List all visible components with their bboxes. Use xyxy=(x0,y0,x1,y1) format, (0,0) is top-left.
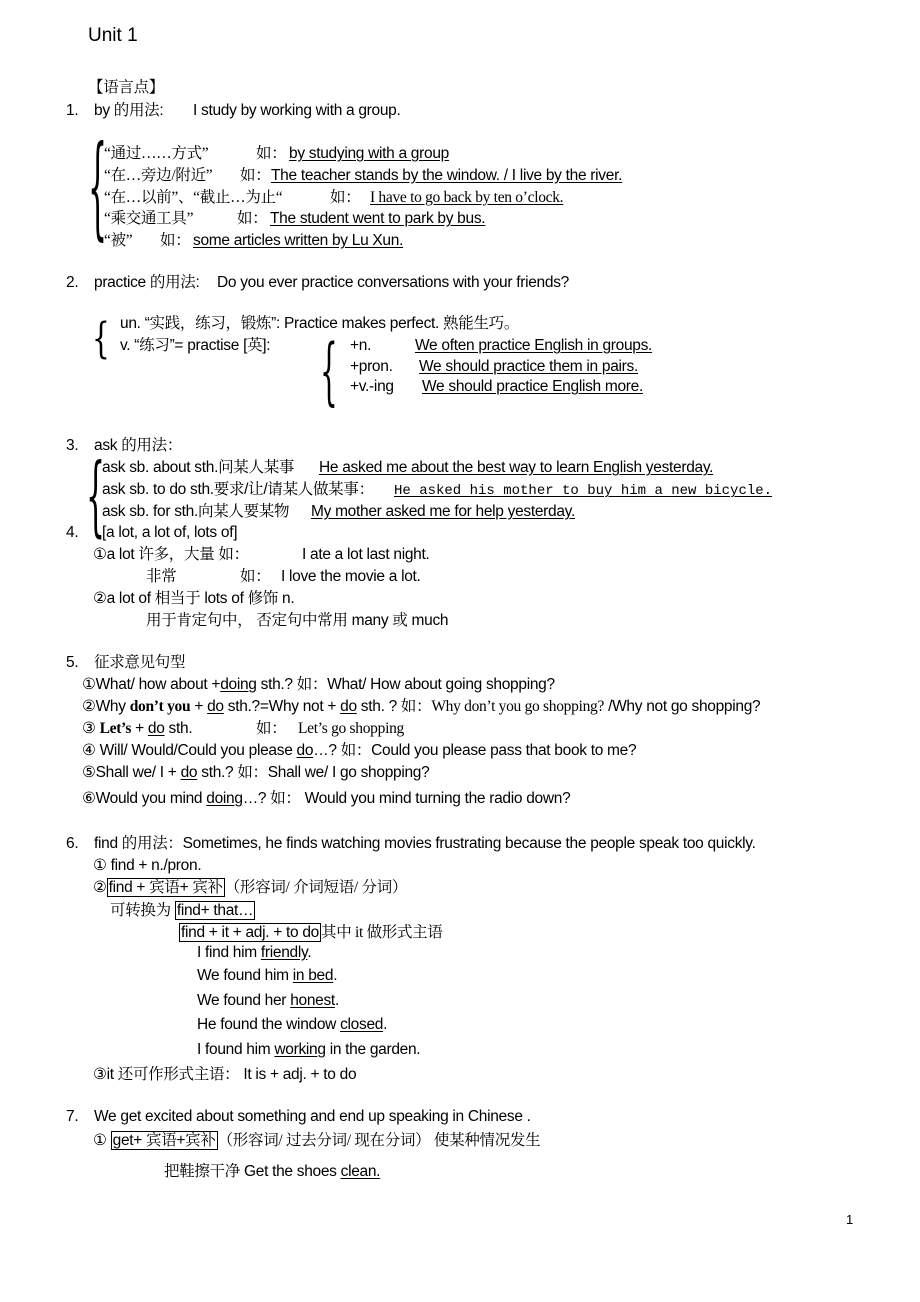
pattern-label: +v.-ing xyxy=(350,378,394,395)
example-sentence: I find him friendly. xyxy=(197,944,312,961)
usage-example: My mother asked me for help yesterday. xyxy=(311,503,575,520)
usage-example: Let’s go shopping xyxy=(298,720,404,737)
usage-line: 用于肯定句中， 否定句中常用 many 或 much xyxy=(146,612,449,629)
section-label: 【语言点】 xyxy=(88,79,165,96)
item-number: 2. xyxy=(66,274,79,291)
pattern-label: +n. xyxy=(350,337,372,354)
item-heading: 征求意见句型 xyxy=(94,654,186,671)
pattern-line: ③it 还可作形式主语： It is + adj. + to do xyxy=(93,1066,357,1083)
item-heading: practice 的用法: xyxy=(94,274,200,291)
item-heading: find 的用法：Sometimes, he finds watching movies frustrating because the people speak too quickly. xyxy=(94,835,756,852)
usage-label: “在…以前”、“截止…为止“ xyxy=(104,189,283,206)
page-title: Unit 1 xyxy=(88,25,138,46)
usage-example: The teacher stands by the window. / I live by the river. xyxy=(271,167,623,184)
usage-marker: 如： xyxy=(240,568,271,585)
usage-example: I love the movie a lot. xyxy=(281,568,421,585)
usage-marker: 如： xyxy=(237,210,268,227)
example-sentence: We found him in bed. xyxy=(197,967,338,984)
item-number: 5. xyxy=(66,654,79,671)
usage-line: 非常 xyxy=(146,568,177,585)
pattern-line: find + it + adj. + to do 其中 it 做形式主语 xyxy=(181,924,443,941)
usage-example: I have to go back by ten o’clock. xyxy=(370,189,564,206)
usage-example: He asked me about the best way to learn English yesterday. xyxy=(319,459,714,476)
definition-line: un. “实践，练习，锻炼”: Practice makes perfect. 熟能生巧。 xyxy=(120,315,520,332)
pattern-box: find + 宾语+ 宾补 xyxy=(108,879,223,896)
page-number: 1 xyxy=(846,1212,854,1227)
pattern-label: +pron. xyxy=(350,358,393,375)
item-number: 6. xyxy=(66,835,79,852)
item-heading: by 的用法: xyxy=(94,102,164,119)
left-brace: { xyxy=(86,447,105,549)
left-brace: { xyxy=(88,124,107,255)
item-heading: [a lot, a lot of, lots of] xyxy=(102,524,238,541)
usage-label: “乘交通工具” xyxy=(104,210,194,227)
usage-label: “通过……方式” xyxy=(104,145,209,162)
example-sentence: We found her honest. xyxy=(197,992,339,1009)
usage-example: I ate a lot last night. xyxy=(302,546,430,563)
usage-label: ask sb. to do sth.要求/让/请某人做某事： xyxy=(102,481,374,498)
example-sentence: He found the window closed. xyxy=(197,1016,388,1033)
item-number: 1. xyxy=(66,102,79,119)
usage-example: He asked his mother to buy him a new bicycle. xyxy=(394,483,773,499)
pattern-line: ③ Let’s + do sth. xyxy=(82,720,193,737)
pattern-line: ① get+ 宾语+宾补 （形容词/ 过去分词/ 现在分词） 使某种情况发生 xyxy=(93,1132,541,1149)
usage-label: ask sb. about sth.问某人某事 xyxy=(102,459,295,476)
example-sentence: I found him working in the garden. xyxy=(197,1041,421,1058)
usage-line: ②a lot of 相当于 lots of 修饰 n. xyxy=(93,590,295,607)
item-example: I study by working with a group. xyxy=(193,102,401,119)
usage-label: “被” xyxy=(104,232,133,249)
pattern-box: find+ that… xyxy=(176,902,254,919)
pattern-line: ①What/ how about +doing sth.? 如：What/ How about going shopping? xyxy=(82,676,555,693)
usage-label: ask sb. for sth.向某人要某物 xyxy=(102,503,290,520)
pattern-line: ② find + 宾语+ 宾补 （形容词/ 介词短语/ 分词） xyxy=(93,879,408,896)
pattern-box: find + it + adj. + to do xyxy=(181,924,319,941)
pattern-box: get+ 宾语+宾补 xyxy=(112,1132,216,1149)
item-heading: We get excited about something and end up speaking in Chinese . xyxy=(94,1108,531,1125)
example-sentence: 把鞋擦干净 Get the shoes clean. xyxy=(164,1163,381,1180)
left-brace: { xyxy=(92,313,110,363)
item-example: Do you ever practice conversations with your friends? xyxy=(217,274,569,291)
usage-example: some articles written by Lu Xun. xyxy=(193,232,404,249)
pattern-line: 可转换为 find+ that… xyxy=(110,902,254,919)
pattern-line: ⑥Would you mind doing…? 如： Would you mind turning the radio down? xyxy=(82,790,571,807)
item-number: 3. xyxy=(66,437,79,454)
definition-line: v. “练习”= practise [英]: xyxy=(120,337,271,354)
pattern-example: We should practice English more. xyxy=(422,378,644,395)
usage-line: ①a lot 许多，大量 如： xyxy=(93,546,249,563)
usage-label: “在…旁边/附近” xyxy=(104,167,213,184)
item-number: 7. xyxy=(66,1108,79,1125)
left-brace: { xyxy=(320,328,338,414)
pattern-line: ④ Will/ Would/Could you please do…? 如：Could you please pass that book to me? xyxy=(82,742,637,759)
usage-example: by studying with a group xyxy=(289,145,449,162)
usage-marker: 如： xyxy=(256,145,287,162)
pattern-line: ⑤Shall we/ I + do sth.? 如：Shall we/ I go shopping? xyxy=(82,764,430,781)
pattern-example: We often practice English in groups. xyxy=(415,337,653,354)
usage-marker: 如： xyxy=(240,167,271,184)
pattern-line: ① find + n./pron. xyxy=(93,857,202,874)
usage-marker: 如： xyxy=(256,720,287,737)
item-heading: ask 的用法： xyxy=(94,437,183,454)
usage-marker: 如： xyxy=(160,232,191,249)
usage-marker: 如： xyxy=(330,189,361,206)
pattern-example: We should practice them in pairs. xyxy=(419,358,638,375)
usage-example: The student went to park by bus. xyxy=(270,210,486,227)
item-number: 4. xyxy=(66,524,79,541)
pattern-line: ②Why don’t you + do sth.?=Why not + do sth. ? 如：Why don’t you go shopping? /Why not go shopping? xyxy=(82,698,761,715)
